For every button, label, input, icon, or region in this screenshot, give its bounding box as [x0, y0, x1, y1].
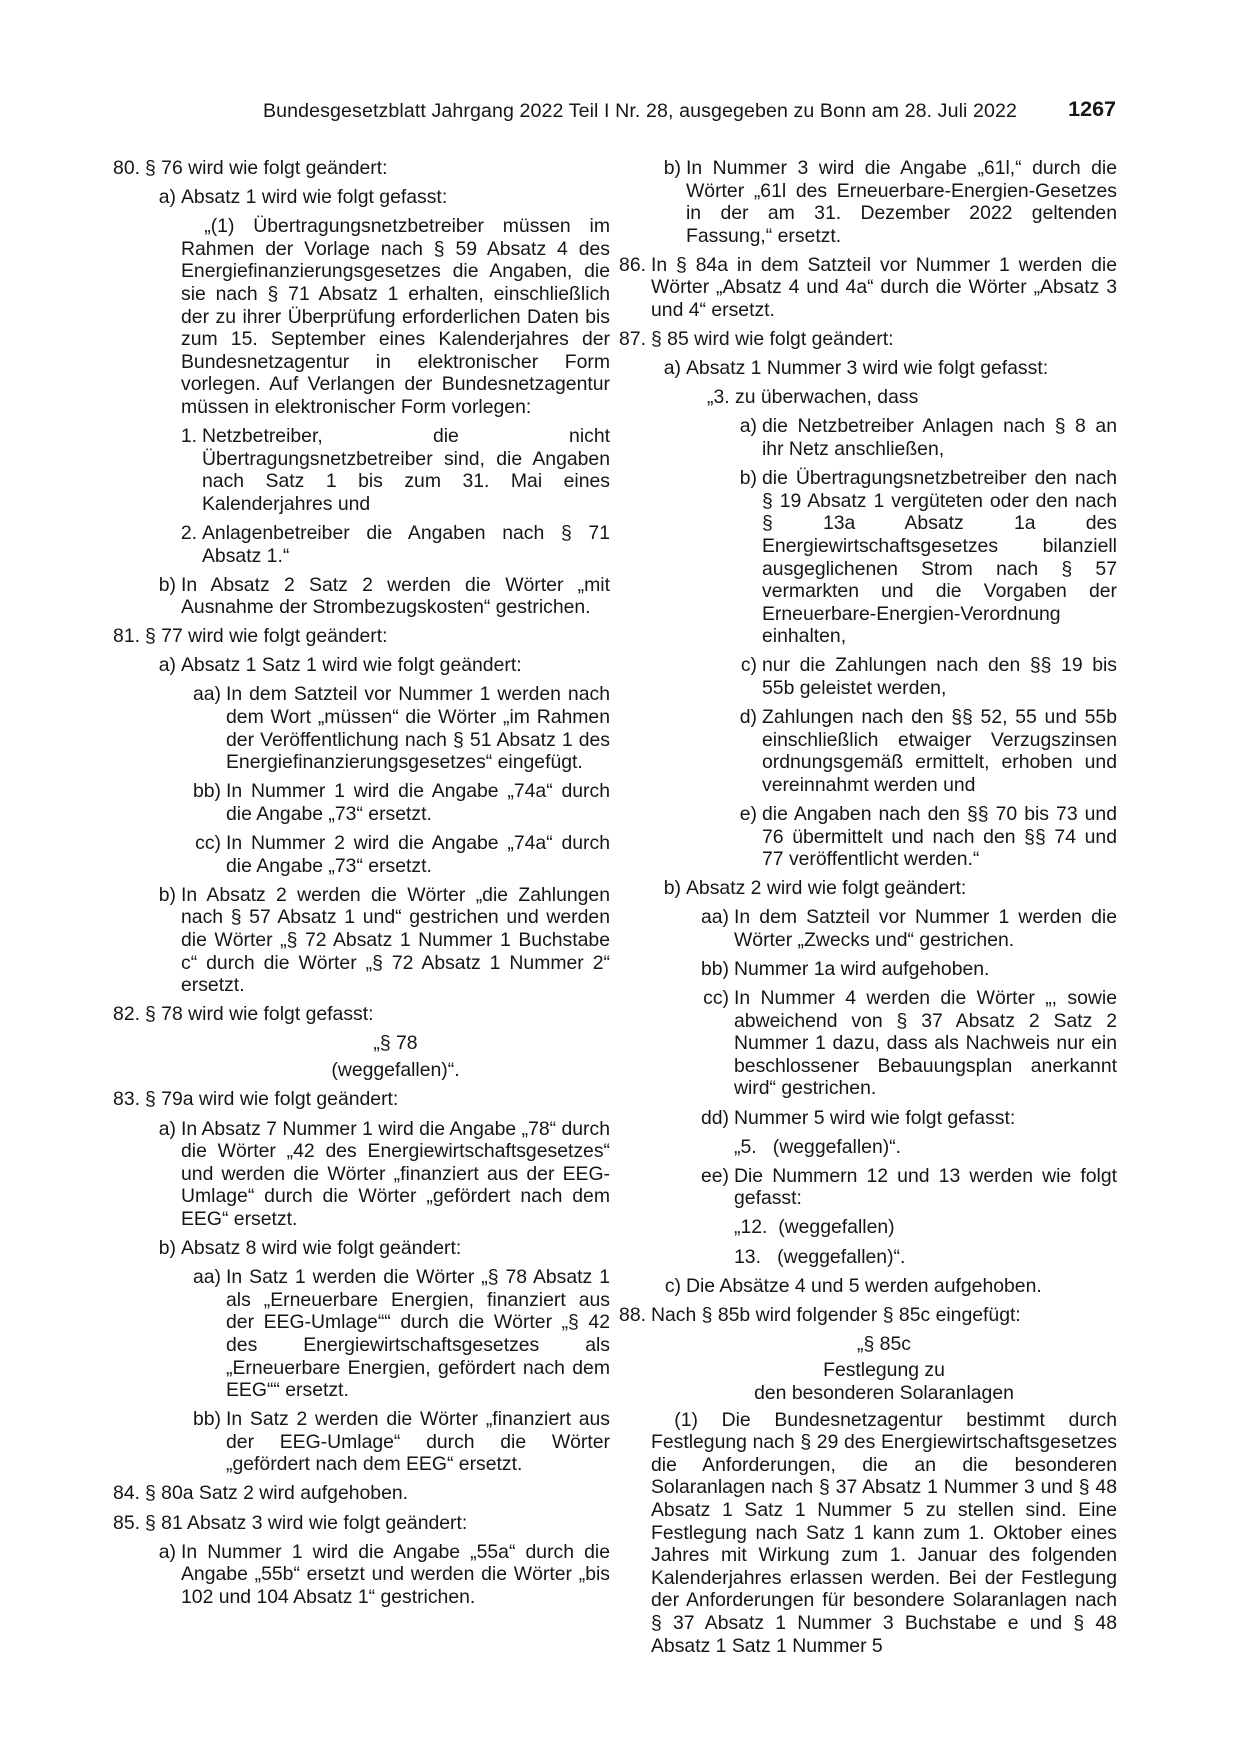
item-letter: b)	[158, 1237, 176, 1260]
item-88	[619, 1303, 1117, 1327]
item-text: In Nummer 2 wird die Angabe „74a“ durch die Angabe „73“ ersetzt.	[226, 832, 610, 877]
item-text: nur die Zahlungen nach den §§ 19 bis 55b geleistet werden,	[762, 654, 1117, 699]
item-85	[113, 1511, 610, 1535]
item-82	[113, 1003, 610, 1026]
item-81-a-aa	[192, 683, 610, 774]
item-87-b	[663, 877, 1117, 900]
item-number: 83.	[113, 1088, 140, 1111]
item-81-a-bb	[192, 780, 610, 825]
running-head: Bundesgesetzblatt Jahrgang 2022 Teil I Nr. 28, ausgegeben zu Bonn am 28. Juli 2022	[263, 100, 1018, 122]
item-sub-letter: cc)	[195, 832, 221, 855]
item-number: 86.	[619, 253, 646, 276]
item-letter: a)	[739, 415, 757, 438]
item-84	[113, 1482, 610, 1505]
item-letter: a)	[158, 654, 176, 677]
section-title-line-1: Festlegung zu	[823, 1359, 945, 1382]
list-number: 1.	[180, 425, 197, 448]
item-85-a	[158, 1540, 610, 1609]
quoted-letter-a	[739, 415, 1117, 461]
item-text: die Übertragungsnetzbetreiber den nach § 19 Absatz 1 vergüteten oder den nach § 13a Absatz 1a des Energiewirtschaftsgesetzes bilanziell ausgeglichenen Strom nach § 57 vermarkten und die Vorgaben der Erneuerbare-Energien-Verordnung einhalten,	[762, 467, 1117, 648]
quoted-letter-e	[739, 802, 1117, 871]
item-letter: c)	[664, 1274, 681, 1297]
item-text: Anlagenbetreiber die Angaben nach § 71 Absatz 1.“	[202, 521, 610, 567]
item-text: § 76 wird wie folgt geändert:	[145, 157, 388, 179]
section-title: (weggefallen)“.	[331, 1058, 460, 1081]
item-87-b-ee	[700, 1164, 1117, 1210]
item-text: § 81 Absatz 3 wird wie folgt geändert:	[145, 1511, 468, 1534]
item-text: Nummer 5 wird wie folgt gefasst:	[734, 1106, 1016, 1129]
item-87-b-aa	[700, 906, 1117, 951]
item-text: In Nummer 1 wird die Angabe „74a“ durch die Angabe „73“ ersetzt.	[226, 780, 610, 825]
quoted-number-3	[707, 386, 1117, 409]
item-text: § 85 wird wie folgt geändert:	[651, 328, 894, 351]
section-paragraph: (1) Die Bundesnetzagentur bestimmt durch Festlegung nach § 29 des Energiewirtschaftsgesetzes die Anforderungen, die an die besonderen Solaranlagen nach § 37 Absatz 1 Nummer 3 und § 48 Absatz 1 Satz 1 Nummer 5 zu stellen sind. Eine Festlegung nach Satz 1 kann zum 1. Oktober eines Jahres mit Wirkung zum 1. Januar des folgenden Kalenderjahres erlassen werden. Bei der Festlegung der Anforderungen für besondere Solaranlagen nach § 37 Absatz 1 Nummer 3 Buchstabe e und § 48 Absatz 1 Satz 1 Nummer 5	[651, 1408, 1117, 1657]
quoted-number-13: 13. (weggefallen)“.	[734, 1245, 906, 1268]
item-87-b-dd	[700, 1106, 1117, 1130]
item-text: In § 84a in dem Satzteil vor Nummer 1 werden die Wörter „Absatz 4 und 4a“ durch die Wörter „Absatz 3 und 4“ ersetzt.	[651, 253, 1117, 322]
item-letter: b)	[739, 467, 757, 490]
quoted-paragraph: „(1) Übertragungsnetzbetreiber müssen im Rahmen der Vorlage nach § 59 Absatz 4 des Energiefinanzierungsgesetzes die Angaben, die sie nach § 71 Absatz 1 erhalten, einschließlich der zu ihrer Überprüfung erforderlichen Daten bis zum 15. September eines Kalenderjahres der Bundesnetzagentur in elektronischer Form vorlegen. Auf Verlangen der Bundesnetzagentur müssen in elektronischer Form vorlegen:	[181, 215, 610, 418]
item-86	[619, 253, 1117, 322]
item-87-b-bb	[700, 958, 1117, 981]
item-text: § 79a wird wie folgt geändert:	[145, 1088, 399, 1111]
item-83-a	[158, 1117, 610, 1231]
item-sub-letter: aa)	[192, 1266, 221, 1289]
item-letter: b)	[158, 883, 176, 906]
quoted-list-item-1	[180, 425, 610, 515]
item-text: Absatz 1 Satz 1 wird wie folgt geändert:	[181, 654, 522, 677]
item-text: Nach § 85b wird folgender § 85c eingefügt:	[651, 1303, 1021, 1326]
item-number: 81.	[113, 625, 140, 648]
item-letter: b)	[663, 877, 681, 900]
item-letter: a)	[663, 357, 681, 380]
item-letter: b)	[663, 157, 681, 179]
item-sub-letter: aa)	[192, 683, 221, 706]
item-text: In Nummer 3 wird die Angabe „61l,“ durch die Wörter „61l des Erneuerbare-Energien-Gesetzes in der am 31. Dezember 2022 geltenden Fassung,“ ersetzt.	[686, 157, 1117, 247]
item-text: In Satz 2 werden die Wörter „finanziert aus der EEG-Umlage“ durch die Wörter „gefördert nach dem EEG“ ersetzt.	[226, 1408, 610, 1476]
item-83-b-aa	[192, 1266, 610, 1402]
item-sub-letter: aa)	[700, 906, 729, 929]
item-83	[113, 1088, 610, 1111]
item-text: § 80a Satz 2 wird aufgehoben.	[145, 1482, 409, 1505]
item-letter: a)	[158, 1117, 176, 1140]
quoted-letter-b	[739, 467, 1117, 648]
item-87-c	[664, 1274, 1117, 1298]
right-column	[619, 157, 1117, 1664]
quoted-list-item-2	[180, 521, 610, 567]
item-text: die Netzbetreiber Anlagen nach § 8 an ihr Netz anschließen,	[762, 415, 1117, 461]
item-letter: e)	[739, 802, 757, 825]
item-text: In Absatz 2 werden die Wörter „die Zahlungen nach § 57 Absatz 1 und“ gestrichen und werden die Wörter „§ 72 Absatz 1 Nummer 1 Buchstabe c“ durch die Wörter „§ 72 Absatz 1 Nummer 2“ ersetzt.	[181, 883, 610, 997]
item-sub-letter: cc)	[703, 987, 729, 1010]
item-80-b	[158, 573, 610, 619]
item-number: 80.	[113, 157, 140, 179]
item-text: In Nummer 1 wird die Angabe „55a“ durch die Angabe „55b“ ersetzt und werden die Wörter „bis 102 und 104 Absatz 1“ gestrichen.	[181, 1540, 610, 1608]
item-text: Absatz 2 wird wie folgt geändert:	[686, 877, 967, 900]
item-text: In Nummer 4 werden die Wörter „, sowie abweichend von § 37 Absatz 2 Satz 2 Nummer 1 dazu, dass als Nachweis nur ein beschlossener Bebauungsplan anerkannt wird“ gestrichen.	[734, 987, 1117, 1100]
item-number: 84.	[113, 1482, 140, 1505]
quoted-letter-d	[739, 706, 1117, 796]
item-80-a	[158, 186, 610, 209]
item-text: Netzbetreiber, die nicht Übertragungsnetzbetreiber sind, die Angaben nach Satz 1 bis zum 31. Mai eines Kalenderjahres und	[202, 425, 610, 515]
item-number: 82.	[113, 1003, 140, 1026]
item-sub-letter: bb)	[192, 1408, 221, 1431]
item-87	[619, 328, 1117, 351]
quoted-number-5: „5. (weggefallen)“.	[734, 1135, 902, 1158]
item-number: 87.	[619, 328, 646, 351]
item-83-b-bb	[192, 1408, 610, 1476]
section-title-line-2: den besonderen Solaranlagen	[754, 1382, 1014, 1404]
item-81-b	[158, 883, 610, 997]
list-number: 2.	[180, 521, 197, 544]
item-text: die Angaben nach den §§ 70 bis 73 und 76 übermittelt und nach den §§ 74 und 77 veröffentlicht werden.“	[762, 802, 1117, 871]
quoted-number-12: „12. (weggefallen)	[734, 1216, 895, 1239]
quoted-letter-c	[740, 654, 1117, 699]
item-text: Absatz 1 Nummer 3 wird wie folgt gefasst:	[686, 357, 1049, 380]
item-81-a-cc	[195, 832, 610, 877]
page-number: 1267	[1068, 97, 1116, 121]
section-heading: „§ 78	[373, 1032, 418, 1055]
item-text: Zahlungen nach den §§ 52, 55 und 55b einschließlich etwaiger Verzugszinsen ordnungsgemäß ermittelt, erhoben und vereinnahmt werden und	[762, 706, 1117, 796]
section-heading: „§ 85c	[857, 1332, 911, 1355]
item-letter: c)	[740, 654, 757, 677]
item-sub-letter: bb)	[700, 958, 729, 980]
item-text: „3. zu überwachen, dass	[707, 386, 919, 409]
item-text: In dem Satzteil vor Nummer 1 werden nach dem Wort „müssen“ die Wörter „im Rahmen der Veröffentlichung nach § 51 Absatz 1 des Energiefinanzierungsgesetzes“ eingefügt.	[226, 683, 610, 774]
item-letter: a)	[158, 186, 176, 209]
item-letter: d)	[739, 706, 757, 729]
item-sub-letter: ee)	[700, 1164, 729, 1187]
item-number: 85.	[113, 1511, 140, 1534]
item-87-a	[663, 357, 1117, 380]
item-text: § 78 wird wie folgt gefasst:	[145, 1003, 374, 1026]
item-81	[113, 625, 610, 648]
item-letter: a)	[158, 1540, 176, 1563]
item-number: 88.	[619, 1303, 646, 1326]
item-81-a	[158, 654, 610, 677]
item-text: Absatz 1 wird wie folgt gefasst:	[181, 186, 448, 209]
item-text: In Satz 1 werden die Wörter „§ 78 Absatz 1 als „Erneuerbare Energien, finanziert aus der EEG-Umlage““ durch die Wörter „§ 42 des Energiewirtschaftsgesetzes als „Erneuerbare Energien, gefördert nach dem EEG““ ersetzt.	[226, 1266, 610, 1402]
item-text: Die Absätze 4 und 5 werden aufgehoben.	[686, 1274, 1042, 1297]
left-column	[113, 157, 610, 1615]
item-87-b-cc	[703, 987, 1117, 1100]
page-header	[263, 98, 1116, 126]
item-text: § 77 wird wie folgt geändert:	[145, 625, 388, 648]
item-text: Die Nummern 12 und 13 werden wie folgt gefasst:	[734, 1164, 1117, 1210]
item-text: Absatz 8 wird wie folgt geändert:	[181, 1237, 462, 1260]
item-text: In Absatz 2 Satz 2 werden die Wörter „mit Ausnahme der Strombezugskosten“ gestrichen.	[181, 573, 610, 619]
item-letter: b)	[158, 573, 176, 596]
item-sub-letter: bb)	[192, 780, 221, 803]
item-sub-letter: dd)	[700, 1106, 729, 1129]
item-text: In Absatz 7 Nummer 1 wird die Angabe „78“ durch die Wörter „42 des Energiewirtschaftsgesetzes“ und werden die Wörter „finanziert aus der EEG-Umlage“ durch die Wörter „gefördert nach dem EEG“ ersetzt.	[181, 1117, 610, 1230]
item-text: In dem Satzteil vor Nummer 1 werden die Wörter „Zwecks und“ gestrichen.	[734, 906, 1117, 951]
item-text: Nummer 1a wird aufgehoben.	[734, 958, 990, 980]
item-80	[113, 157, 610, 180]
item-85-b	[663, 157, 1117, 247]
item-83-b	[158, 1237, 610, 1260]
